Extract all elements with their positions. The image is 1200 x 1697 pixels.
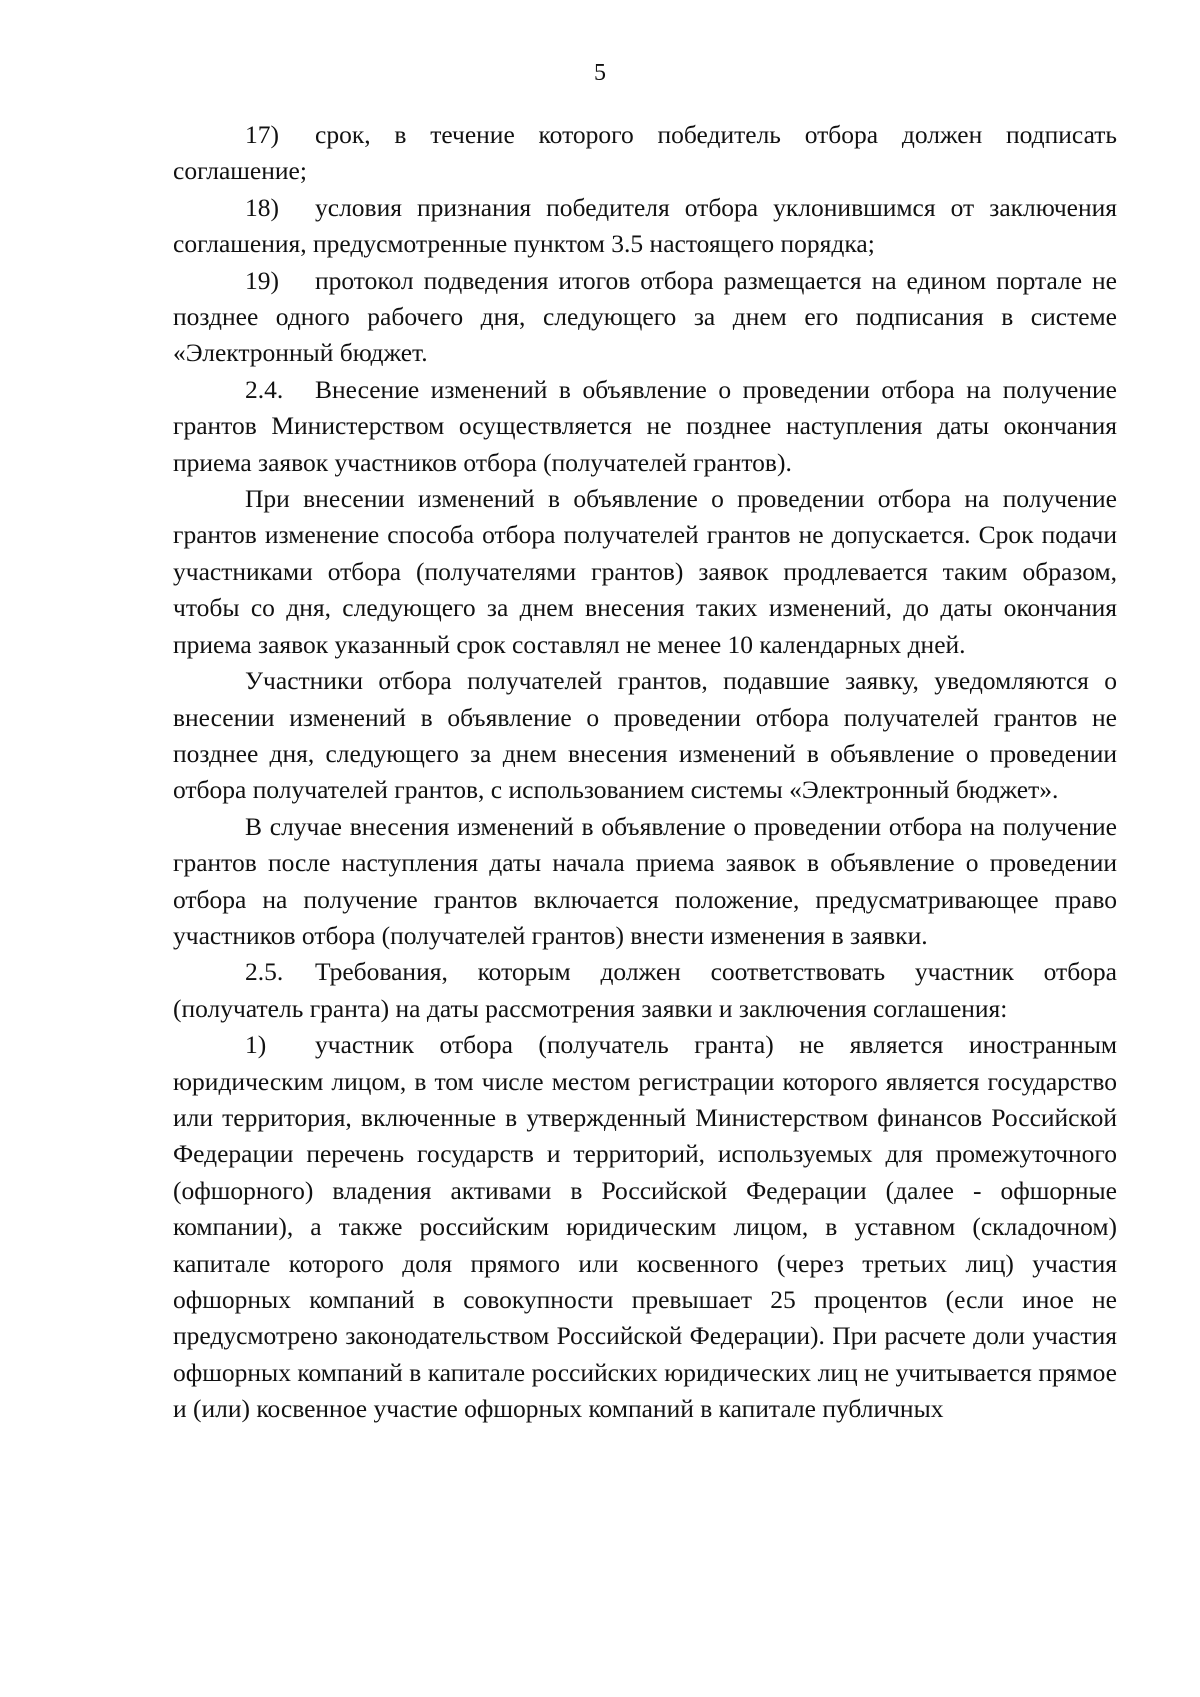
section-2-4 bbox=[173, 372, 1117, 481]
document-body bbox=[173, 117, 1117, 1428]
paragraph-19 bbox=[173, 263, 1117, 372]
item-number: 19) bbox=[245, 265, 279, 295]
paragraph-text: срок, в течение которого победитель отбора должен подписать соглашение; bbox=[173, 120, 1117, 186]
paragraph-changes-after-start bbox=[173, 809, 1117, 955]
item-number: 2.5. bbox=[245, 957, 284, 987]
paragraph-text: В случае внесения изменений в объявление о проведении отбора на получение грантов после наступления даты начала приема заявок в объявление о проведении отбора на получение грантов включается положение, предусматривающее право участников отбора (получателей грантов) внести изменения в заявки. bbox=[173, 811, 1117, 950]
paragraph-18 bbox=[173, 190, 1117, 263]
paragraph-participants-notified bbox=[173, 663, 1117, 809]
item-number: 2.4. bbox=[245, 374, 284, 404]
paragraph-text: протокол подведения итогов отбора размещается на едином портале не позднее одного рабочего дня, следующего за днем его подписания в системе «Электронный бюджет. bbox=[173, 265, 1117, 368]
section-2-5 bbox=[173, 954, 1117, 1027]
paragraph-text: Требования, которым должен соответствовать участник отбора (получатель гранта) на даты рассмотрения заявки и заключения соглашения: bbox=[173, 957, 1117, 1023]
paragraph-text: участник отбора (получатель гранта) не является иностранным юридическим лицом, в том числе местом регистрации которого является государство или территория, включенные в утвержденный Министерством финансов Российской Федерации перечень государств и территорий, используемых для промежуточного (офшорного) владения активами в Российской Федерации (далее - офшорные компании), а также российским юридическим лицом, в уставном (складочном) капитале которого доля прямого или косвенного (через третьих лиц) участия офшорных компаний в совокупности превышает 25 процентов (если иное не предусмотрено законодательством Российской Федерации). При расчете доли участия офшорных компаний в капитале российских юридических лиц не учитывается прямое и (или) косвенное участие офшорных компаний в капитале публичных bbox=[173, 1030, 1117, 1424]
item-number: 17) bbox=[245, 120, 279, 149]
paragraph-text: Внесение изменений в объявление о проведении отбора на получение грантов Министерством осуществляется не позднее наступления даты окончания приема заявок участников отбора (получателей грантов). bbox=[173, 374, 1117, 477]
paragraph-text: Участники отбора получателей грантов, подавшие заявку, уведомляются о внесении изменений в объявление о проведении отбора получателей грантов не позднее дня, следующего за днем внесения изменений в объявление о проведении отбора получателей грантов, с использованием системы «Электронный бюджет». bbox=[173, 666, 1117, 805]
item-number: 1) bbox=[245, 1030, 267, 1060]
page-number: 5 bbox=[594, 60, 606, 86]
requirement-1 bbox=[173, 1027, 1117, 1427]
item-number: 18) bbox=[245, 192, 279, 222]
paragraph-text: При внесении изменений в объявление о проведении отбора на получение грантов изменение способа отбора получателей грантов не допускается. Срок подачи участниками отбора (получателями грантов) заявок продлевается таким образом, чтобы со дня, следующего за днем внесения таких изменений, до даты окончания приема заявок указанный срок составлял не менее 10 календарных дней. bbox=[173, 484, 1117, 659]
paragraph-17 bbox=[173, 117, 1117, 190]
paragraph-text: условия признания победителя отбора уклонившимся от заключения соглашения, предусмотренные пунктом 3.5 настоящего порядка; bbox=[173, 192, 1117, 259]
paragraph-changes-method bbox=[173, 481, 1117, 663]
